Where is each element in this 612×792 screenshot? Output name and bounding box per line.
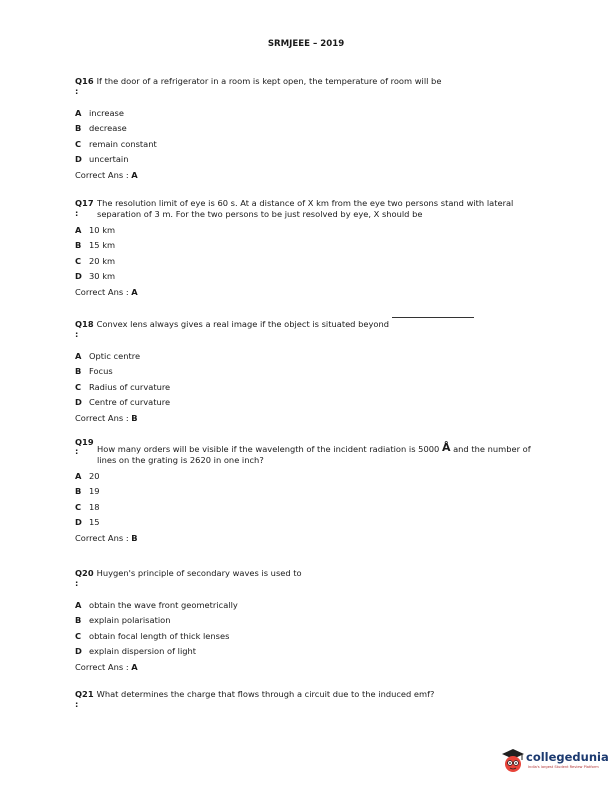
question-number: Q17 [75, 198, 94, 208]
option-c: C Radius of curvature [75, 381, 171, 392]
colon-mark: : [75, 329, 79, 339]
colon-mark: : [75, 699, 79, 709]
question-18 [75, 319, 535, 424]
correct-answer: Correct Ans : A [75, 662, 138, 673]
colon-mark: : [75, 446, 79, 456]
question-20 [75, 568, 535, 673]
option-b: B explain polarisation [75, 615, 171, 626]
page-header: SRMJEEE – 2019 [267, 39, 345, 49]
option-a: A 20 [75, 470, 100, 481]
correct-answer: Correct Ans : A [75, 170, 138, 181]
option-d: D 15 [75, 517, 100, 528]
option-a: A Optic centre [75, 350, 141, 361]
option-c: C 18 [75, 501, 100, 512]
option-d: D uncertain [75, 154, 129, 165]
question-number: Q16 [75, 76, 94, 86]
option-d: D explain dispersion of light [75, 646, 197, 657]
question-text: The resolution limit of eye is 60 s. At a distance of X km from the eye two persons stand with lateral separation of 3 m. For the two persons to be just resolved by eye, X should be [97, 198, 514, 219]
option-b: B 15 km [75, 240, 116, 251]
logo-tagline: India's largest Student Review Platform [528, 765, 599, 769]
question-number: Q18 [75, 319, 94, 329]
angstrom-unit: Å [441, 441, 451, 454]
colon-mark: : [75, 86, 79, 96]
option-b: B decrease [75, 123, 127, 134]
option-c: C remain constant [75, 138, 157, 149]
option-c: C obtain focal length of thick lenses [75, 630, 230, 641]
correct-answer: Correct Ans : A [75, 287, 138, 298]
option-d: D Centre of curvature [75, 397, 171, 408]
option-d: D 30 km [75, 271, 116, 282]
question-text: Convex lens always gives a real image if the object is situated beyond [96, 319, 389, 329]
graduate-mascot-icon [500, 747, 526, 775]
question-text: What determines the charge that flows through a circuit due to the induced emf? [96, 689, 435, 699]
option-b: B Focus [75, 366, 113, 377]
question-19 [75, 438, 535, 544]
option-a: A 10 km [75, 224, 116, 235]
logo-wordmark: collegedunia [526, 750, 609, 764]
option-a: A increase [75, 107, 124, 118]
question-17 [75, 198, 535, 298]
collegedunia-logo [500, 747, 610, 777]
colon-mark: : [75, 208, 79, 218]
question-number: Q20 [75, 568, 94, 578]
option-a: A obtain the wave front geometrically [75, 599, 238, 610]
question-text: How many orders will be visible if the wavelength of the incident radiation is 5000 Å and the number of lines on the grating is 2620 in one inch? [97, 441, 531, 465]
question-16 [75, 76, 535, 181]
question-text: Huygen's principle of secondary waves is used to [96, 568, 302, 578]
question-text: If the door of a refrigerator in a room is kept open, the temperature of room will be [96, 76, 442, 86]
question-number: Q19 [75, 437, 94, 447]
question-21 [75, 689, 535, 708]
answer-blank [392, 317, 474, 318]
option-b: B 19 [75, 486, 100, 497]
option-c: C 20 km [75, 255, 116, 266]
correct-answer: Correct Ans : B [75, 533, 138, 544]
question-number: Q21 [75, 689, 94, 699]
colon-mark: : [75, 578, 79, 588]
correct-answer: Correct Ans : B [75, 413, 138, 424]
